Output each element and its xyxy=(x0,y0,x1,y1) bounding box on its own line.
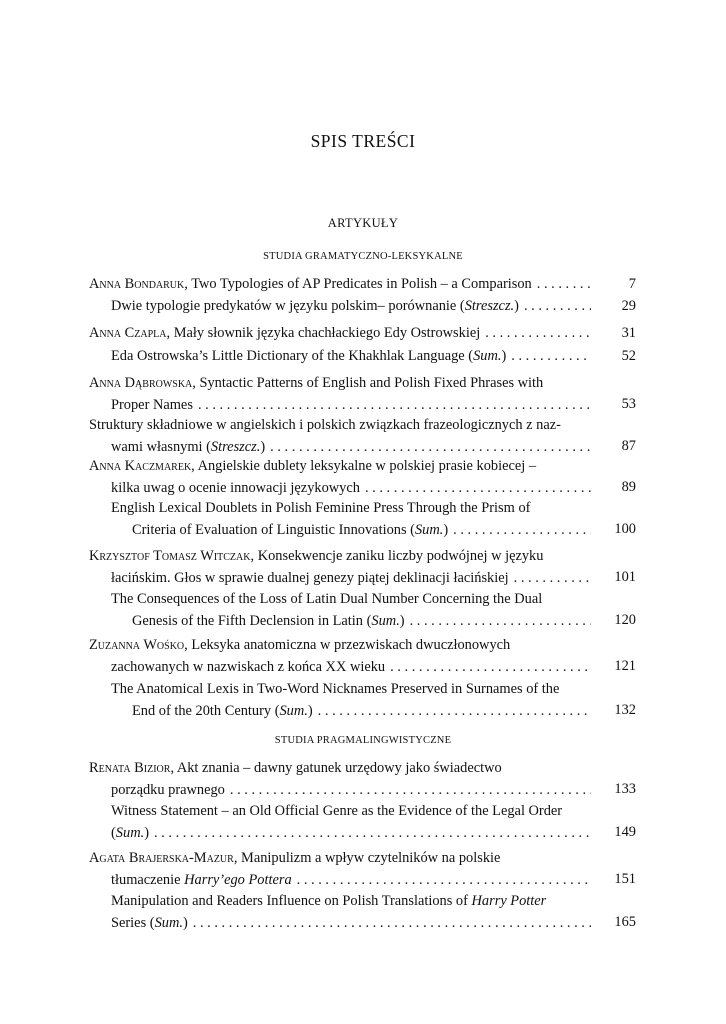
toc-entry[interactable]: Krzysztof Tomasz Witczak, Konsekwencje zaniku liczby podwójnej w języku łacińskim. Głos w sprawie dualnej genezy piątej deklinacji łacińskiej . . . xyxy=(89,546,591,589)
entry-title: Manipulation and Readers Influence on Polish Translations of xyxy=(111,893,472,909)
entry-title-cont: Genesis of the Fifth Declension in Latin xyxy=(132,612,364,629)
page-number: 151 xyxy=(614,871,636,887)
toc-entry-summary[interactable]: English Lexical Doublets in Polish Feminine Press Through the Prism of Criteria of Evaluation of Linguistic Innovations (Sum.) . . . xyxy=(111,498,591,541)
toc-entry-summary[interactable]: Manipulation and Readers Influence on Polish Translations of Harry Potter Series (Sum.) . . . xyxy=(111,891,591,934)
toc-entry-summary[interactable]: The Anatomical Lexis in Two-Word Nicknames Preserved in Surnames of the End of the 20th Century (Sum.) . . . xyxy=(111,679,591,722)
dot-leader xyxy=(225,780,591,802)
page-number: 101 xyxy=(614,569,636,585)
entry-title: Dwie typologie predykatów w języku polskim– porównanie xyxy=(111,298,457,314)
entry-title: English Lexical Doublets in Polish Feminine Press Through the Prism of xyxy=(111,500,531,516)
page-number: 89 xyxy=(621,479,636,495)
summary-label: Sum. xyxy=(414,521,444,538)
toc-entry[interactable]: Anna Kaczmarek, Angielskie dublety leksykalne w polskiej prasie kobiecej – kilka uwag o ocenie innowacji językowych . . . xyxy=(89,456,591,499)
entry-title: Konsekwencje zaniku liczby podwójnej w języku xyxy=(257,548,544,564)
toc-entry-summary[interactable]: Eda Ostrowska’s Little Dictionary of the Khakhlak Language (Sum.) . . . xyxy=(111,346,591,368)
entry-title-cont: zachowanych w nazwiskach z końca XX wieku xyxy=(111,658,386,675)
summary-label: Sum. xyxy=(279,702,308,719)
dot-leader xyxy=(188,913,591,935)
page-number: 53 xyxy=(621,396,636,412)
page-number: 87 xyxy=(621,438,636,454)
entry-title-cont: porządku prawnego xyxy=(111,781,225,798)
entry-author: Anna Kaczmarek xyxy=(89,458,192,474)
entry-title: Akt znania – dawny gatunek urzędowy jako świadectwo xyxy=(176,760,502,776)
entry-title: Syntactic Patterns of English and Polish Fixed Phrases with xyxy=(199,375,544,391)
toc-entry[interactable]: Agata Brajerska-Mazur, Manipulizm a wpływ czytelników na polskie tłumaczenie Harry’ego Pottera . . . xyxy=(89,848,591,891)
summary-label: Streszcz. xyxy=(464,298,515,314)
dot-leader xyxy=(532,274,591,296)
toc-entry[interactable]: Anna Dąbrowska, Syntactic Patterns of English and Polish Fixed Phrases with Proper Names . . . xyxy=(89,373,591,416)
dot-leader xyxy=(480,323,591,345)
toc-entry-summary[interactable]: Struktury składniowe w angielskich i polskich związkach frazeologicznych z naz- wami własnymi (Streszcz.) . . . xyxy=(89,415,591,458)
subsection-title-pragmalingwistyczne: STUDIA PRAGMALINGWISTYCZNE xyxy=(274,735,452,746)
summary-label: Streszcz. xyxy=(210,438,261,455)
page-title: SPIS TREŚCI xyxy=(310,131,416,151)
dot-leader xyxy=(506,346,591,368)
summary-label: Sum. xyxy=(371,612,400,629)
toc-entry-summary[interactable]: Witness Statement – an Old Official Genre as the Evidence of the Legal Order (Sum.) . . . xyxy=(111,801,591,844)
dot-leader xyxy=(193,395,591,417)
entry-title: The Consequences of the Loss of Latin Dual Number Concerning the Dual xyxy=(111,591,543,607)
toc-entry-summary[interactable]: Dwie typologie predykatów w języku polskim– porównanie (Streszcz.) . . . xyxy=(111,296,591,318)
dot-leader xyxy=(385,657,591,679)
summary-label: Sum. xyxy=(473,348,502,364)
page-number: 52 xyxy=(621,348,636,364)
summary-label: Sum. xyxy=(154,914,183,931)
dot-leader xyxy=(405,611,591,633)
dot-leader xyxy=(265,437,591,459)
page-number: 31 xyxy=(621,325,636,341)
toc-entry[interactable]: Renata Bizior, Akt znania – dawny gatunek urzędowy jako świadectwo porządku prawnego . . . xyxy=(89,758,591,801)
section-title: ARTYKUŁY xyxy=(327,216,399,230)
toc-entry[interactable]: Anna Czapla, Mały słownik języka chachłackiego Edy Ostrowskiej . . . xyxy=(89,323,591,345)
page-number: 100 xyxy=(614,521,636,537)
entry-title: Eda Ostrowska’s Little Dictionary of the Khakhlak Language xyxy=(111,348,465,364)
entry-title-cont: łacińskim. Głos w sprawie dualnej genezy piątej deklinacji łacińskiej xyxy=(111,569,509,586)
subsection-title-gramatyczno: STUDIA GRAMATYCZNO-LEKSYKALNE xyxy=(263,251,463,262)
dot-leader xyxy=(149,823,591,845)
toc-entry[interactable]: Anna Bondaruk, Two Typologies of AP Predicates in Polish – a Comparison . . . xyxy=(89,274,591,296)
entry-title: Leksyka anatomiczna w przezwiskach dwuczłonowych xyxy=(191,637,511,653)
entry-title: Angielskie dublety leksykalne w polskiej prasie kobiecej – xyxy=(197,458,537,474)
entry-author: Anna Czapla xyxy=(89,325,167,341)
dot-leader xyxy=(448,520,591,542)
toc-entry-summary[interactable]: The Consequences of the Loss of Latin Dual Number Concerning the Dual Genesis of the Fifth Declension in Latin (Sum.) . . . xyxy=(111,589,591,632)
entry-title-cont: tłumaczenie xyxy=(111,871,185,888)
entry-title: Mały słownik języka chachłackiego Edy Ostrowskiej xyxy=(173,325,481,341)
entry-title-cont: wami własnymi xyxy=(111,438,203,455)
page-number: 132 xyxy=(614,702,636,718)
dot-leader xyxy=(509,568,591,590)
summary-label: Sum. xyxy=(115,824,145,841)
page-number: 149 xyxy=(614,824,636,840)
toc-entry[interactable]: Zuzanna Wośko, Leksyka anatomiczna w przezwiskach dwuczłonowych zachowanych w nazwiskach z końca XX wieku . . . xyxy=(89,635,591,678)
dot-leader xyxy=(313,701,591,723)
entry-title-italic: Harry Potter xyxy=(471,893,547,909)
entry-author: Anna Dąbrowska xyxy=(89,375,193,391)
entry-title: Manipulizm a wpływ czytelników na polskie xyxy=(241,850,501,866)
dot-leader xyxy=(519,296,591,318)
dot-leader xyxy=(360,478,591,500)
entry-author: Anna Bondaruk xyxy=(89,276,185,292)
page-number: 29 xyxy=(621,298,636,314)
entry-title: Witness Statement – an Old Official Genre as the Evidence of the Legal Order xyxy=(111,803,563,819)
entry-title-cont: End of the 20th Century xyxy=(132,702,272,719)
entry-author: Agata Brajerska-Mazur xyxy=(89,850,234,866)
entry-title-cont: kilka uwag o ocenie innowacji językowych xyxy=(111,479,360,496)
page-number: 121 xyxy=(614,658,636,674)
entry-author: Krzysztof Tomasz Witczak xyxy=(89,548,251,564)
page-number: 120 xyxy=(614,612,636,628)
page-number: 165 xyxy=(614,914,636,930)
entry-title-cont: Proper Names xyxy=(111,396,193,413)
entry-title-italic: Harry’ego Pottera xyxy=(184,871,292,888)
entry-author: Zuzanna Wośko xyxy=(89,637,185,653)
entry-title: Struktury składniowe w angielskich i polskich związkach frazeologicznych z naz- xyxy=(89,417,561,433)
entry-title: Two Typologies of AP Predicates in Polish – a Comparison xyxy=(191,276,532,292)
page-number: 7 xyxy=(628,276,636,292)
dot-leader xyxy=(292,870,591,892)
entry-author: Renata Bizior xyxy=(89,760,171,776)
entry-title-cont: Series xyxy=(111,914,147,931)
entry-title-cont: Criteria of Evaluation of Linguistic Innovations xyxy=(132,521,407,538)
entry-title: The Anatomical Lexis in Two-Word Nicknames Preserved in Surnames of the xyxy=(111,681,560,697)
page-number: 133 xyxy=(614,781,636,797)
